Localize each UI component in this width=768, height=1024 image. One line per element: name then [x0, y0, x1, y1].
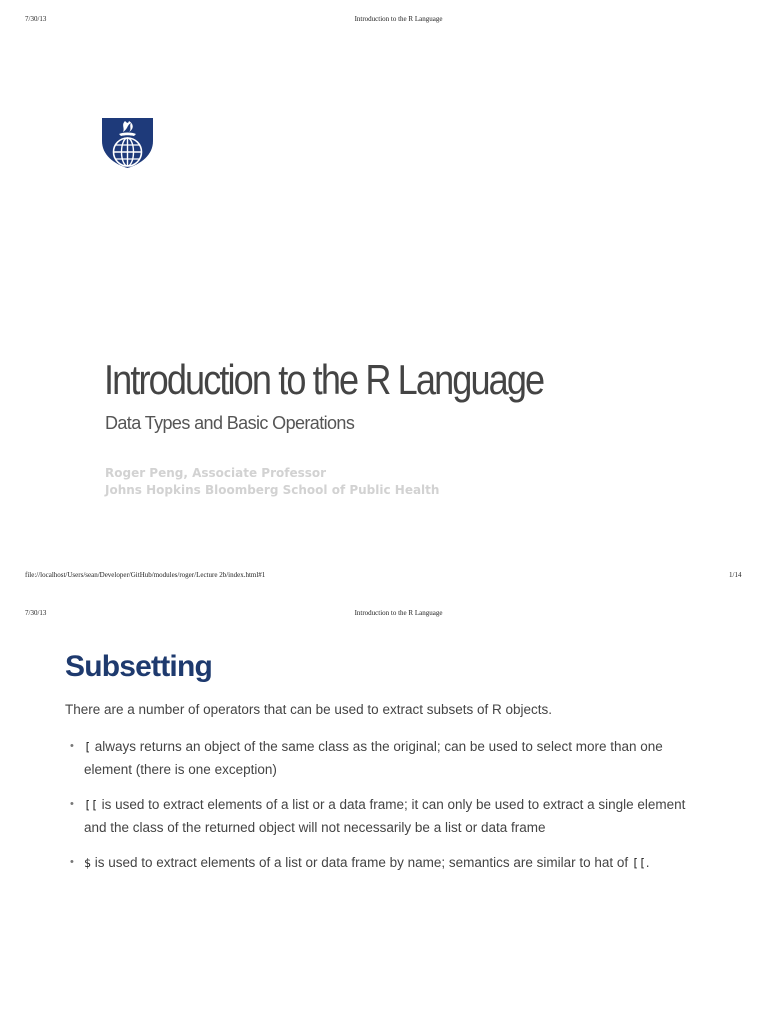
presentation-subtitle: Data Types and Basic Operations	[105, 413, 355, 433]
intro-paragraph: There are a number of operators that can be used to extract subsets of R objects.	[65, 702, 553, 717]
presentation-title: Introduction to the R Language	[104, 356, 544, 403]
page-header-date: 7/30/13	[25, 609, 47, 617]
johns-hopkins-shield-logo	[101, 117, 154, 169]
operator-code: [[	[631, 856, 646, 870]
bullet-text: is used to extract elements of a list or data frame by name; semantics are similar to hat of	[90, 855, 632, 870]
page-header-title: Introduction to the R Language	[354, 609, 443, 617]
list-item	[65, 794, 705, 838]
page-header-title: Introduction to the R Language	[354, 15, 443, 23]
page-number: 1/14	[729, 571, 742, 579]
bullet-text: always returns an object of the same class as the original; can be used to select more than one element (there is one exception)	[84, 739, 663, 777]
list-item	[65, 736, 705, 780]
bullet-text-tail: .	[645, 855, 650, 870]
page-footer-url: file://localhost/Users/sean/Developer/GitHub/modules/roger/Lecture 2b/index.html#1	[25, 571, 266, 579]
author-affiliation: Johns Hopkins Bloomberg School of Public Health	[105, 483, 440, 497]
bullet-dot-icon: •	[70, 856, 74, 868]
slide-heading: Subsetting	[65, 650, 212, 683]
operator-code: [	[84, 740, 91, 754]
operator-code: $	[84, 856, 91, 870]
page-header-date: 7/30/13	[25, 15, 47, 23]
list-item	[65, 852, 705, 875]
bullet-list	[65, 736, 705, 889]
operator-code: [[	[84, 798, 98, 812]
bullet-text: is used to extract elements of a list or a data frame; it can only be used to extract a single element and the class of the returned object will not necessarily be a list or data frame	[84, 797, 686, 835]
bullet-dot-icon: •	[70, 740, 74, 752]
bullet-dot-icon: •	[70, 798, 74, 810]
author-name: Roger Peng, Associate Professor	[105, 466, 327, 480]
